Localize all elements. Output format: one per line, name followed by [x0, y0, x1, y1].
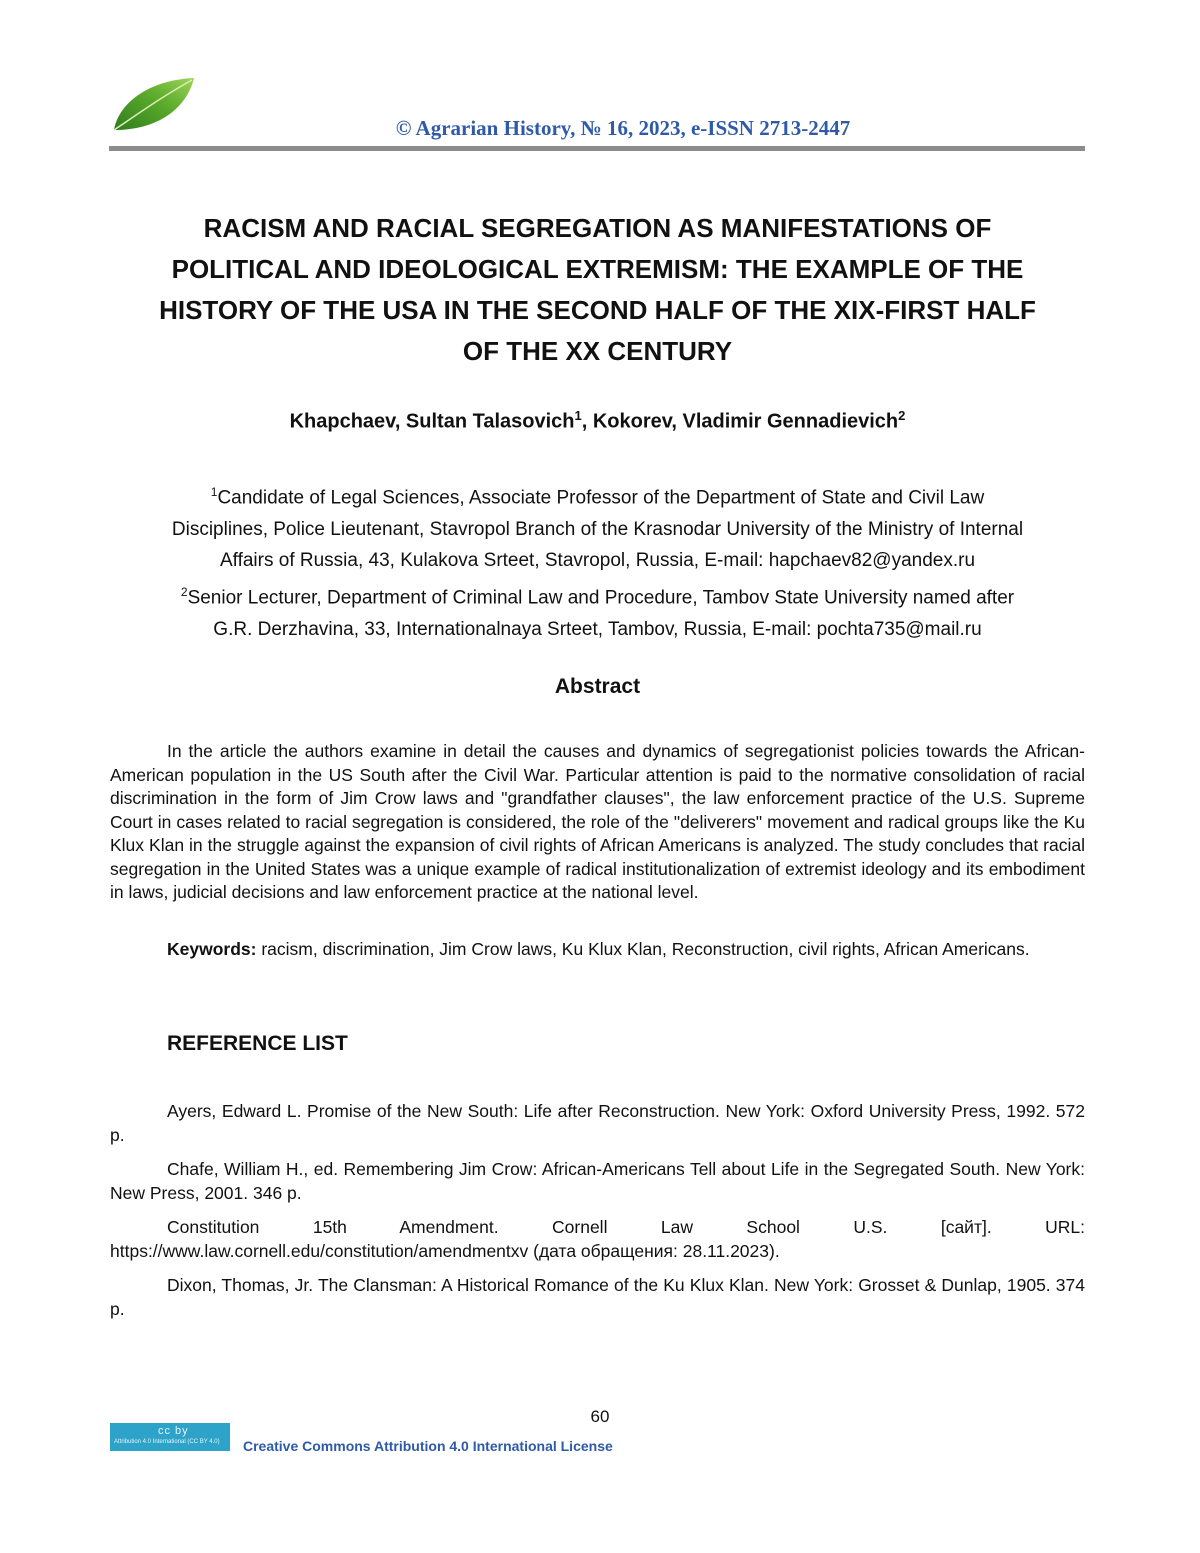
header-divider [109, 146, 1085, 151]
affiliation-line [110, 477, 1085, 514]
affiliation-superscript: 1 [210, 485, 218, 499]
affiliation-text: Candidate of Legal Sciences, Associate Professor of the Department of State and Civil Law [217, 487, 985, 509]
title-line: OF THE XX CENTURY [462, 336, 733, 366]
cc-badge-text: Attribution 4.0 International (CC BY 4.0) [114, 1439, 220, 1445]
title-line: POLITICAL AND IDEOLOGICAL EXTREMISM: THE EXAMPLE OF THE [171, 254, 1024, 284]
cc-by-icon: cc by [158, 1425, 189, 1437]
abstract-text: In the article the authors examine in detail the causes and dynamics of segregationist policies towards the African-American population in the US South after the Civil War. Particular attention is paid to the normative consolidation of racial discrimination in the form of Jim Crow laws and "grandfather clauses", the law enforcement practice of the U.S. Supreme Court in cases related to racial segregation is considered, the role of the "deliverers" movement and radical groups like the Ku Klux Klan in the struggle against the expansion of civil rights of African Americans is analyzed. The study concludes that racial segregation in the United States was a unique example of radical institutionalization of extremist ideology and its embodiment in laws, judicial decisions and law enforcement practice at the national level. [110, 741, 1085, 902]
author-name: Khapchaev, Sultan Talasovich [289, 410, 575, 433]
reference-list [110, 1100, 1085, 1332]
author-superscript: 2 [898, 408, 906, 423]
keywords-text: racism, discrimination, Jim Crow laws, Ku Klux Klan, Reconstruction, civil rights, African Americans. [256, 939, 1030, 959]
reference-item: Constitution 15th Amendment. Cornell Law School U.S. [сайт]. URL: https://www.law.cornell.edu/constitution/amendmentxv (дата обращения: 28.11.2023). [110, 1217, 1085, 1261]
keywords-label: Keywords: [167, 939, 257, 959]
title-line: RACISM AND RACIAL SEGREGATION AS MANIFESTATIONS OF [203, 213, 992, 243]
reference-item: Dixon, Thomas, Jr. The Clansman: A Historical Romance of the Ku Klux Klan. New York: Grosset & Dunlap, 1905. 374 p. [110, 1275, 1085, 1319]
affiliation-line: G.R. Derzhavina, 33, Internationalnaya Srteet, Tambov, Russia, E-mail: pochta735@mail.ru [213, 618, 982, 640]
reference-list-heading: REFERENCE LIST [167, 1032, 348, 1055]
keywords [110, 938, 1085, 962]
affiliation-superscript: 2 [180, 584, 188, 599]
journal-header: © Agrarian History, № 16, 2023, e-ISSN 2713-2447 [395, 116, 851, 140]
affiliation-line: Disciplines, Police Lieutenant, Stavropol Branch of the Krasnodar University of the Ministry of Internal [171, 518, 1024, 540]
title-line: HISTORY OF THE USA IN THE SECOND HALF OF THE XIX-FIRST HALF [159, 295, 1036, 325]
author-superscript: 1 [574, 408, 582, 423]
author-separator: , [581, 410, 593, 433]
authors [110, 408, 1085, 434]
reference-item: Ayers, Edward L. Promise of the New South: Life after Reconstruction. New York: Oxford University Press, 1992. 572 p. [110, 1101, 1085, 1145]
affiliation-line [110, 577, 1085, 614]
affiliation-line: Affairs of Russia, 43, Kulakova Srteet, Stavropol, Russia, E-mail: hapchaev82@yandex.ru [219, 550, 976, 572]
license-link[interactable]: Creative Commons Attribution 4.0 International License [243, 1438, 613, 1454]
author-name: Kokorev, Vladimir Gennadievich [592, 410, 899, 433]
cc-license-badge[interactable] [110, 1423, 230, 1451]
article-title [110, 208, 1085, 372]
affiliation-text: Senior Lecturer, Department of Criminal Law and Procedure, Tambov State University named after [187, 587, 1015, 609]
affiliations [110, 477, 1085, 645]
abstract-heading: Abstract [554, 675, 641, 698]
page-number: 60 [590, 1407, 610, 1426]
reference-item: Chafe, William H., ed. Remembering Jim Crow: African-Americans Tell about Life in the Segregated South. New York: New Press, 2001. 346 p. [110, 1159, 1085, 1203]
